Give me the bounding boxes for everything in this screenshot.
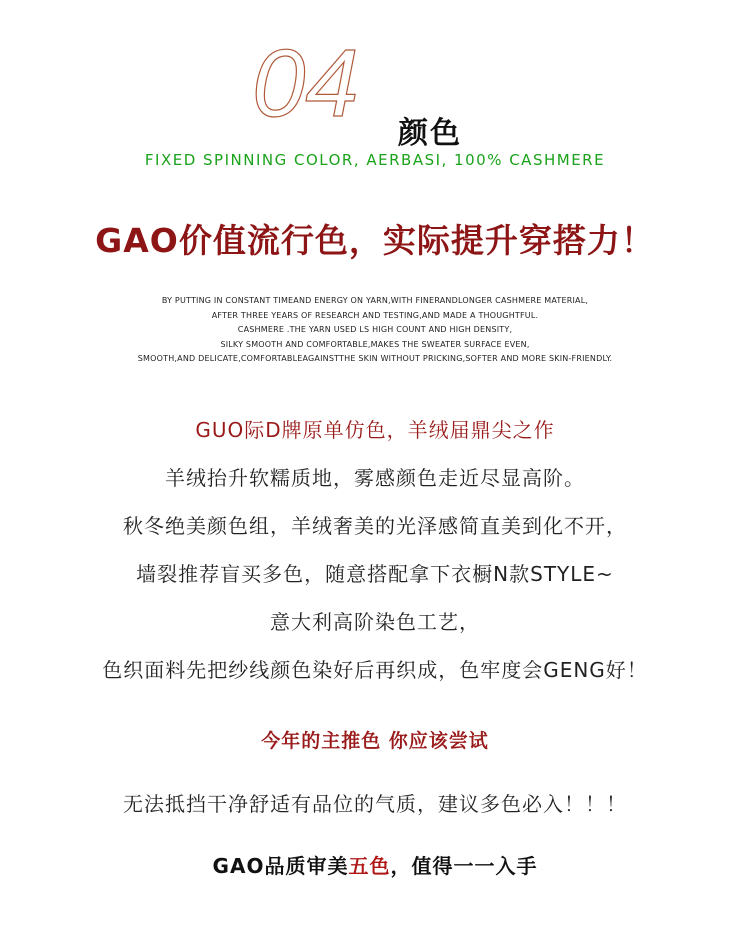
- description-english: [0, 294, 750, 367]
- body-line-5: 意大利高阶染色工艺，: [270, 610, 480, 634]
- description-line: CASHMERE .THE YARN USED LS HIGH COUNT AND HIGH DENSITY,: [237, 325, 513, 335]
- body-line-6: 色织面料先把纱线颜色染好后再织成，色牢度会GENG好！: [102, 658, 648, 682]
- body-line-3: 秋冬绝美颜色组，羊绒奢美的光泽感简直美到化不开，: [123, 514, 627, 538]
- description-line: AFTER THREE YEARS OF RESEARCH AND TESTING,AND MADE A THOUGHTFUL.: [211, 310, 539, 320]
- final-suffix: ，值得一一入手: [390, 854, 538, 878]
- body-line-2: 羊绒抬升软糯质地，雾感颜色走近尽显高阶。: [165, 466, 585, 490]
- description-line: BY PUTTING IN CONSTANT TIMEAND ENERGY ON YARN,WITH FINERANDLONGER CASHMERE MATERIAL,: [161, 296, 589, 305]
- recommend-text: 无法抵挡干净舒适有品位的气质，建议多色必入！！！: [123, 792, 627, 816]
- final-highlight: 五色: [348, 854, 391, 878]
- final-prefix: GAO品质审美: [212, 854, 349, 878]
- section-header: [250, 28, 510, 151]
- section-number: 04: [252, 30, 359, 128]
- section-title: 颜色: [398, 116, 462, 151]
- description-line: SMOOTH,AND DELICATE,COMFORTABLEAGAINSTTHE SKIN WITHOUT PRICKING,SOFTER AND MORE SKIN-FRIENDLY.: [137, 354, 613, 364]
- recommend-title: 今年的主推色 你应该尝试: [261, 730, 489, 752]
- body-line-4: 墙裂推荐盲买多色，随意搭配拿下衣橱N款STYLE~: [136, 562, 614, 586]
- final-line: [0, 850, 750, 879]
- body-line-1: GUO际D牌原单仿色，羊绒届鼎尖之作: [195, 418, 555, 442]
- description-line: SILKY SMOOTH AND COMFORTABLE,MAKES THE SWEATER SURFACE EVEN,: [220, 339, 530, 349]
- headline: GAO价值流行色，实际提升穿搭力！: [95, 221, 655, 260]
- subtitle-english: FIXED SPINNING COLOR, AERBASI, 100% CASHMERE: [144, 151, 606, 169]
- section-number-graphic: [250, 28, 400, 128]
